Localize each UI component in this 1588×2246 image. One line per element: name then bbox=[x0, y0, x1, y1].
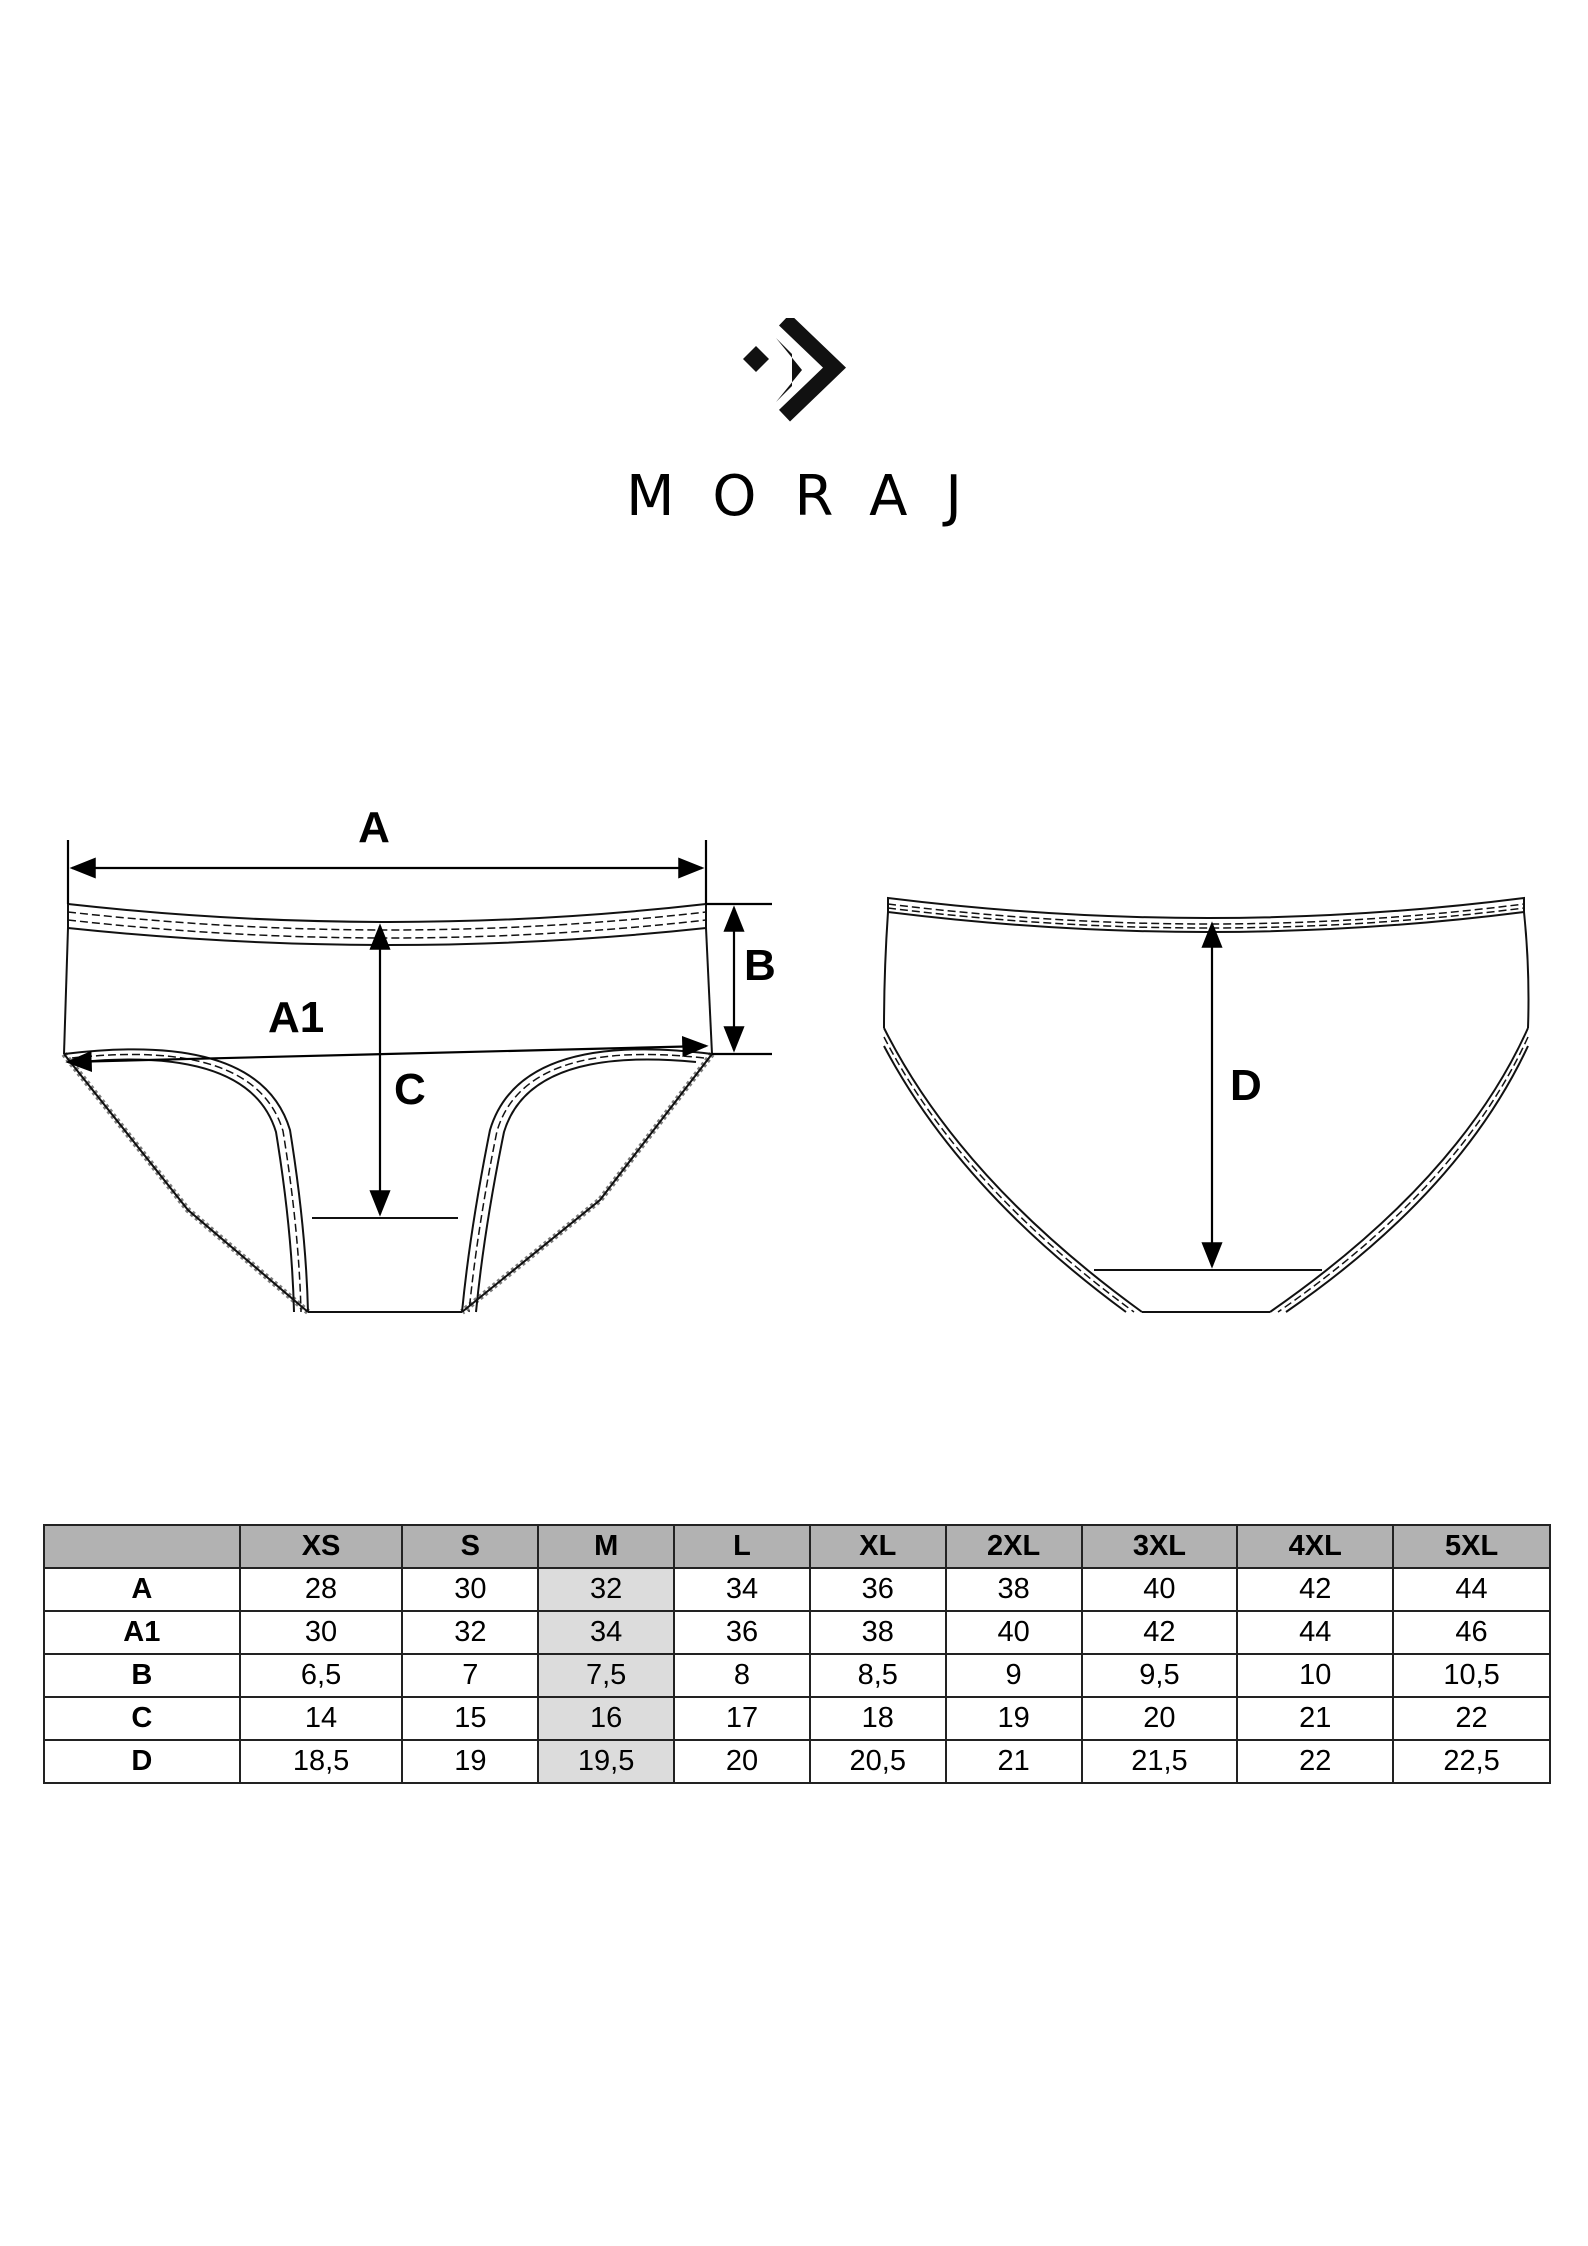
garment-diagram bbox=[0, 800, 1588, 1360]
size-value-cell: 42 bbox=[1237, 1568, 1393, 1611]
size-value-cell: 18,5 bbox=[240, 1740, 403, 1783]
size-value-cell: 21,5 bbox=[1082, 1740, 1238, 1783]
moraj-logo-icon bbox=[738, 318, 848, 428]
table-corner-cell bbox=[44, 1525, 240, 1568]
size-value-cell: 36 bbox=[810, 1568, 946, 1611]
front-view bbox=[64, 904, 712, 1312]
size-value-cell: 19 bbox=[402, 1740, 538, 1783]
label-b: B bbox=[744, 941, 776, 990]
size-row-d bbox=[44, 1740, 1550, 1783]
size-value-cell: 8,5 bbox=[810, 1654, 946, 1697]
size-value-cell: 10 bbox=[1237, 1654, 1393, 1697]
brand-name: MORAJ bbox=[626, 464, 1000, 529]
size-value-cell: 42 bbox=[1082, 1611, 1238, 1654]
size-value-cell: 16 bbox=[538, 1697, 674, 1740]
label-c: C bbox=[394, 1065, 426, 1114]
label-a1: A1 bbox=[268, 993, 325, 1042]
size-value-cell: 22 bbox=[1237, 1740, 1393, 1783]
size-header-4xl: 4XL bbox=[1237, 1525, 1393, 1568]
size-value-cell: 17 bbox=[674, 1697, 810, 1740]
size-value-cell: 40 bbox=[946, 1611, 1082, 1654]
size-value-cell: 28 bbox=[240, 1568, 403, 1611]
size-value-cell: 36 bbox=[674, 1611, 810, 1654]
row-label: C bbox=[44, 1697, 240, 1740]
size-row-a1 bbox=[44, 1611, 1550, 1654]
size-value-cell: 9 bbox=[946, 1654, 1082, 1697]
size-header-m: M bbox=[538, 1525, 674, 1568]
size-value-cell: 19,5 bbox=[538, 1740, 674, 1783]
size-header-l: L bbox=[674, 1525, 810, 1568]
size-value-cell: 10,5 bbox=[1393, 1654, 1550, 1697]
back-view bbox=[884, 898, 1529, 1312]
size-row-c bbox=[44, 1697, 1550, 1740]
size-value-cell: 40 bbox=[1082, 1568, 1238, 1611]
size-header-5xl: 5XL bbox=[1393, 1525, 1550, 1568]
size-value-cell: 22 bbox=[1393, 1697, 1550, 1740]
size-header-xl: XL bbox=[810, 1525, 946, 1568]
size-value-cell: 21 bbox=[946, 1740, 1082, 1783]
size-header-s: S bbox=[402, 1525, 538, 1568]
size-header-3xl: 3XL bbox=[1082, 1525, 1238, 1568]
size-value-cell: 32 bbox=[538, 1568, 674, 1611]
size-value-cell: 44 bbox=[1393, 1568, 1550, 1611]
size-value-cell: 22,5 bbox=[1393, 1740, 1550, 1783]
size-value-cell: 9,5 bbox=[1082, 1654, 1238, 1697]
size-value-cell: 38 bbox=[946, 1568, 1082, 1611]
size-header-2xl: 2XL bbox=[946, 1525, 1082, 1568]
size-value-cell: 32 bbox=[402, 1611, 538, 1654]
size-value-cell: 20,5 bbox=[810, 1740, 946, 1783]
size-value-cell: 18 bbox=[810, 1697, 946, 1740]
size-row-b bbox=[44, 1654, 1550, 1697]
row-label: D bbox=[44, 1740, 240, 1783]
size-table bbox=[43, 1524, 1551, 1784]
size-value-cell: 30 bbox=[240, 1611, 403, 1654]
size-row-a bbox=[44, 1568, 1550, 1611]
size-value-cell: 34 bbox=[674, 1568, 810, 1611]
size-value-cell: 21 bbox=[1237, 1697, 1393, 1740]
size-value-cell: 20 bbox=[674, 1740, 810, 1783]
size-value-cell: 34 bbox=[538, 1611, 674, 1654]
size-value-cell: 46 bbox=[1393, 1611, 1550, 1654]
size-value-cell: 19 bbox=[946, 1697, 1082, 1740]
size-value-cell: 20 bbox=[1082, 1697, 1238, 1740]
row-label: A bbox=[44, 1568, 240, 1611]
label-a: A bbox=[358, 803, 390, 852]
size-value-cell: 7,5 bbox=[538, 1654, 674, 1697]
size-value-cell: 7 bbox=[402, 1654, 538, 1697]
row-label: A1 bbox=[44, 1611, 240, 1654]
size-value-cell: 30 bbox=[402, 1568, 538, 1611]
label-d: D bbox=[1230, 1061, 1262, 1110]
size-value-cell: 38 bbox=[810, 1611, 946, 1654]
size-value-cell: 14 bbox=[240, 1697, 403, 1740]
row-label: B bbox=[44, 1654, 240, 1697]
size-value-cell: 6,5 bbox=[240, 1654, 403, 1697]
size-value-cell: 15 bbox=[402, 1697, 538, 1740]
size-header-row bbox=[44, 1525, 1550, 1568]
size-header-xs: XS bbox=[240, 1525, 403, 1568]
size-value-cell: 44 bbox=[1237, 1611, 1393, 1654]
size-value-cell: 8 bbox=[674, 1654, 810, 1697]
